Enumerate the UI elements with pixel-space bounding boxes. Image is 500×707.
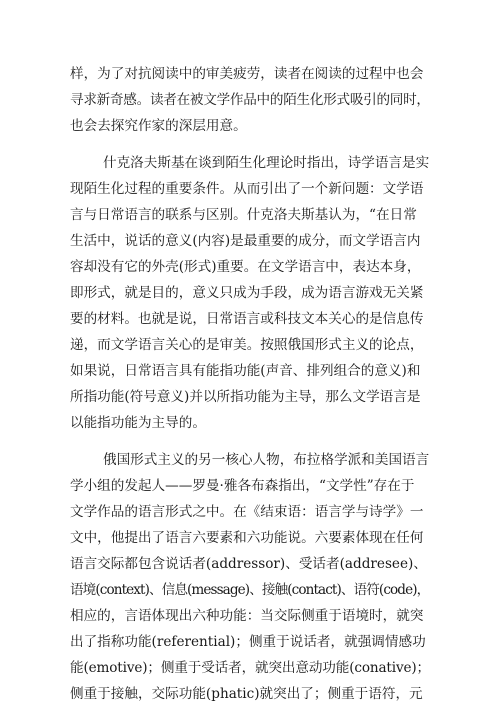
text-line: 要的材料。也就是说，日常语言或科技文本关心的是信息传 (70, 311, 424, 327)
text-line: 语境(context)、信息(message)、接触(contact)、语符(code)， (70, 582, 430, 598)
text-line: 样，为了对抗阅读中的审美疲劳，读者在阅读的过程中也会 (70, 66, 424, 82)
text-line: 相应的，言语体现出六种功能：当交际侧重于语境时，就突 (70, 608, 424, 624)
text-line: 现陌生化过程的重要条件。从而引出了一个新问题：文学语 (70, 181, 424, 197)
text-line: 寻求新奇感。读者在被文学作品中的陌生化形式吸引的同时， (70, 92, 430, 108)
text-line: 也会去探究作家的深层用意。 (70, 118, 247, 134)
text-line: 所指功能(符号意义)并以所指功能为主导，那么文学语言是 (70, 389, 421, 405)
text-line: 容却没有它的外壳(形式)重要。在文学语言中，表达本身， (70, 259, 421, 275)
text-line: 递，而文学语言关心的是审美。按照俄国形式主义的论点， (70, 337, 424, 353)
text-line: 语言交际都包含说话者(addressor)、受话者(addresee)、 (70, 556, 427, 572)
text-line: 即形式，就是目的，意义只成为手段，成为语言游戏无关紧 (70, 285, 424, 301)
text-line: 出了指称功能(referential)；侧重于说话者，就强调情感功 (70, 634, 426, 650)
text-line: 生活中，说话的意义(内容)是最重要的成分，而文学语言内 (70, 233, 421, 249)
text-line: 以能指功能为主导的。 (70, 415, 206, 431)
text-line: 言与日常语言的联系与区别。什克洛夫斯基认为，“在日常 (70, 207, 417, 223)
text-line: 文学作品的语言形式之中。在《结束语：语言学与诗学》一 (70, 504, 424, 520)
text-line: 能(emotive)；侧重于受话者，就突出意动功能(conative)； (70, 660, 431, 676)
text-line: 什克洛夫斯基在谈到陌生化理论时指出，诗学语言是实 (103, 155, 430, 171)
text-line: 如果说，日常语言具有能指功能(声音、排列组合的意义)和 (70, 363, 421, 379)
text-line: 侧重于接触，交际功能(phatic)就突出了；侧重于语符，元 (70, 686, 423, 702)
text-line: 俄国形式主义的另一核心人物，布拉格学派和美国语言 (103, 452, 430, 468)
text-line: 文中，他提出了语言六要素和六功能说。六要素体现在任何 (70, 530, 424, 546)
text-line: 学小组的发起人——罗曼·雅各布森指出，“文学性”存在于 (70, 478, 415, 494)
